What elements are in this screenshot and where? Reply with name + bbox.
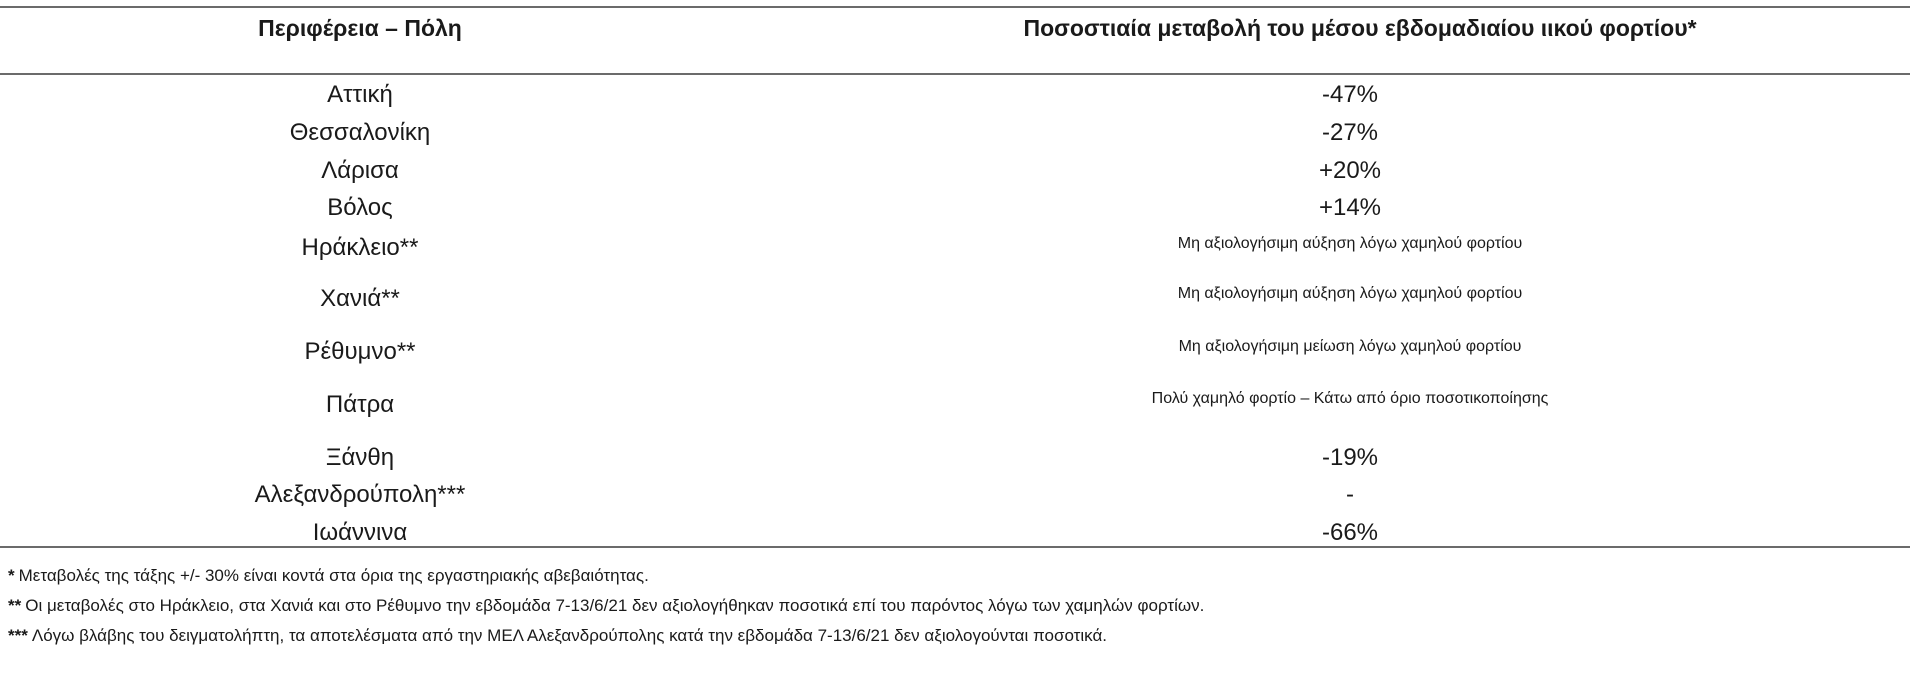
- table-row-value: -27%: [1321, 119, 1379, 146]
- header-region-city: Περιφέρεια – Πόλη: [258, 15, 462, 41]
- footnote-mark: **: [8, 596, 22, 615]
- table-row-city: Αττική: [327, 81, 393, 108]
- table-row-value: Μη αξιολογήσιμη μείωση λόγω χαμηλού φορτίου: [1178, 338, 1522, 355]
- table-bottom-rule: [0, 546, 1910, 548]
- table-row-city: Βόλος: [327, 194, 393, 221]
- table-row-value: Πολύ χαμηλό φορτίο – Κάτω από όριο ποσοτικοποίησης: [1151, 390, 1549, 407]
- footnote-mark: ***: [8, 626, 28, 645]
- table-row-value: -19%: [1321, 444, 1379, 471]
- table-row-city: Ρέθυμνο**: [304, 338, 416, 365]
- table-top-rule: [0, 6, 1910, 8]
- table-row-city: Ιωάννινα: [312, 519, 408, 546]
- table-row-city: Χανιά**: [320, 285, 400, 312]
- header-percent-change: Ποσοστιαία μεταβολή του μέσου εβδομαδιαίου ιικού φορτίου*: [1023, 15, 1697, 41]
- table-row-city: Αλεξανδρούπολη***: [254, 481, 466, 508]
- footnote-text: Μεταβολές της τάξης +/- 30% είναι κοντά στα όρια της εργαστηριακής αβεβαιότητας.: [18, 566, 649, 585]
- table-row-city: Θεσσαλονίκη: [289, 119, 431, 146]
- footnote-mark: *: [8, 566, 15, 585]
- table-row-value: Μη αξιολογήσιμη αύξηση λόγω χαμηλού φορτίου: [1177, 285, 1523, 302]
- table-row-city: Λάρισα: [321, 157, 399, 184]
- footnotes: [8, 561, 1888, 651]
- footnote-item: [8, 621, 1888, 651]
- header-divider-rule: [0, 73, 1910, 75]
- table-row-value: -66%: [1321, 519, 1379, 546]
- table-row-value: +14%: [1318, 194, 1382, 221]
- table-row-city: Ηράκλειο**: [301, 234, 419, 261]
- table-row-value: Μη αξιολογήσιμη αύξηση λόγω χαμηλού φορτίου: [1177, 235, 1523, 252]
- footnote-item: [8, 591, 1888, 621]
- table-row-city: Ξάνθη: [325, 444, 395, 471]
- table-row-value: +20%: [1318, 157, 1382, 184]
- footnote-item: [8, 561, 1888, 591]
- footnote-text: Λόγω βλάβης του δειγματολήπτη, τα αποτελέσματα από την ΜΕΛ Αλεξανδρούπολης κατά την εβδομάδα 7-13/6/21 δεν αξιολογούνται ποσοτικά.: [31, 626, 1107, 645]
- table-row-city: Πάτρα: [325, 391, 395, 418]
- footnote-text: Οι μεταβολές στο Ηράκλειο, στα Χανιά και στο Ρέθυμνο την εβδομάδα 7-13/6/21 δεν αξιολογήθηκαν ποσοτικά επί του παρόντος λόγω των χαμηλών φορτίων.: [25, 596, 1205, 615]
- table-row-value: -: [1346, 481, 1354, 508]
- table-row-value: -47%: [1321, 81, 1379, 108]
